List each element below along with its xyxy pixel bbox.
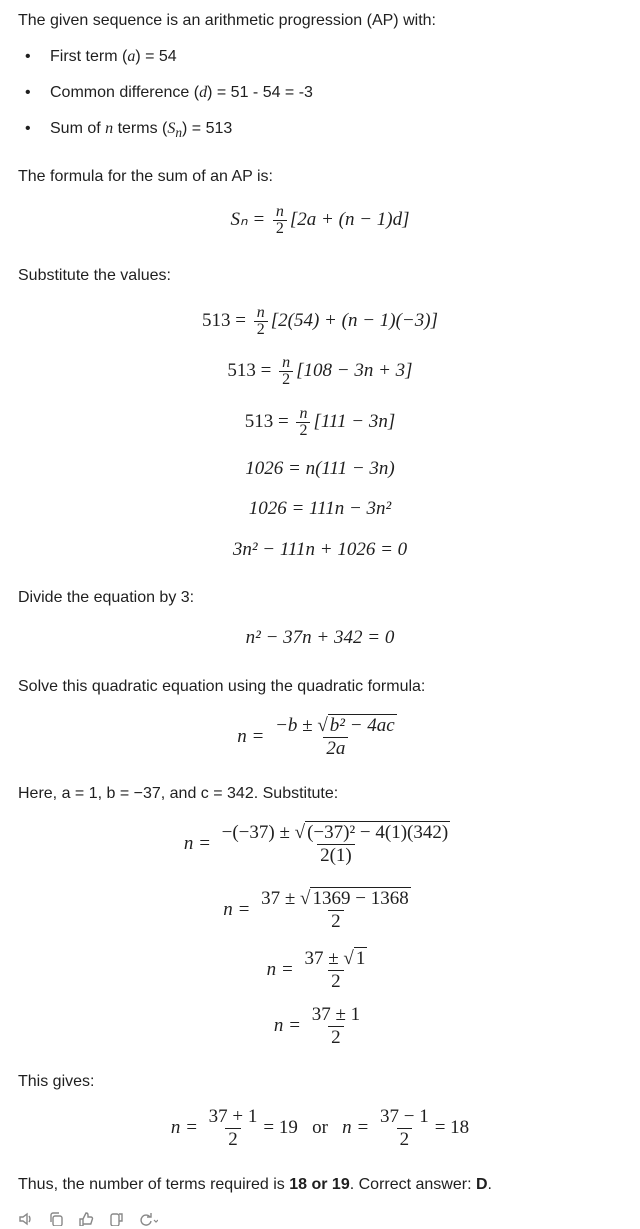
equation-step: 1026 = n(111 − 3n): [245, 458, 395, 479]
list-item: • Common difference (d) = 51 - 54 = -3: [0, 82, 313, 118]
final-solutions: n = $\frac{37 + 1}{2}$ = 19 or n = $\frac{37 - 1}{2}$ = 18: [170, 1106, 470, 1150]
divided-equation: n² − 37n + 342 = 0: [245, 627, 395, 648]
sum-formula: Sₙ = $\frac{n}{2}$ [2a + (n − 1)d]: [230, 203, 410, 237]
substitution-step: n = $\frac{\text{−(−37) ± √ (−37)² − 4(1)(342)}}{2(1)}$: [183, 822, 449, 866]
here-text: Here, a = 1, b = −37, and c = 342. Substitute:: [18, 785, 339, 802]
list-item: • Sum of n terms $(S_n) = 513$: [0, 118, 313, 154]
substitution-step: n = $\frac{37 \pm √ 1}{2}$: [266, 948, 366, 992]
given-list: [0, 46, 313, 154]
equation-step: 513 = $\frac{n}{2}$ [2(54) + (n − 1)(−3)]: [202, 304, 438, 338]
gives-text: This gives:: [18, 1073, 95, 1090]
equation-step: 513 = $\frac{n}{2}$ [108 − 3n + 3]: [227, 354, 413, 388]
divide-intro: Divide the equation by 3:: [18, 589, 195, 606]
solve-intro: Solve this quadratic equation using the quadratic formula:: [18, 678, 426, 695]
copy-icon[interactable]: [48, 1212, 64, 1226]
intro-text: The given sequence is an arithmetic progression (AP) with:: [18, 12, 436, 29]
speaker-icon[interactable]: [18, 1212, 34, 1226]
equation-step: 3n² − 111n + 1026 = 0: [232, 539, 408, 560]
substitution-step: n = $\frac{37 \pm √ 1369 - 1368}{2}$: [223, 888, 409, 932]
quadratic-formula: n = $\frac{\text{−b ± √ b² − 4ac}}{2a}$: [237, 715, 395, 759]
conclusion-text: Thus, the number of terms required is 18 or 19. Correct answer: D.: [18, 1176, 492, 1193]
list-item: • First term (a) = 54: [0, 46, 313, 82]
formula-intro: The formula for the sum of an AP is:: [18, 168, 273, 185]
regenerate-icon[interactable]: [138, 1212, 154, 1226]
message-toolbar: [18, 1212, 154, 1226]
substitution-step: n = $\frac{37 \pm 1}{2}$: [273, 1004, 361, 1048]
equation-step: 1026 = 111n − 3n²: [248, 498, 392, 519]
thumbs-down-icon[interactable]: [108, 1212, 124, 1226]
thumbs-up-icon[interactable]: [78, 1212, 94, 1226]
substitute-intro: Substitute the values:: [18, 267, 171, 284]
equation-step: 513 = $\frac{n}{2}$ [111 − 3n]: [244, 405, 396, 439]
